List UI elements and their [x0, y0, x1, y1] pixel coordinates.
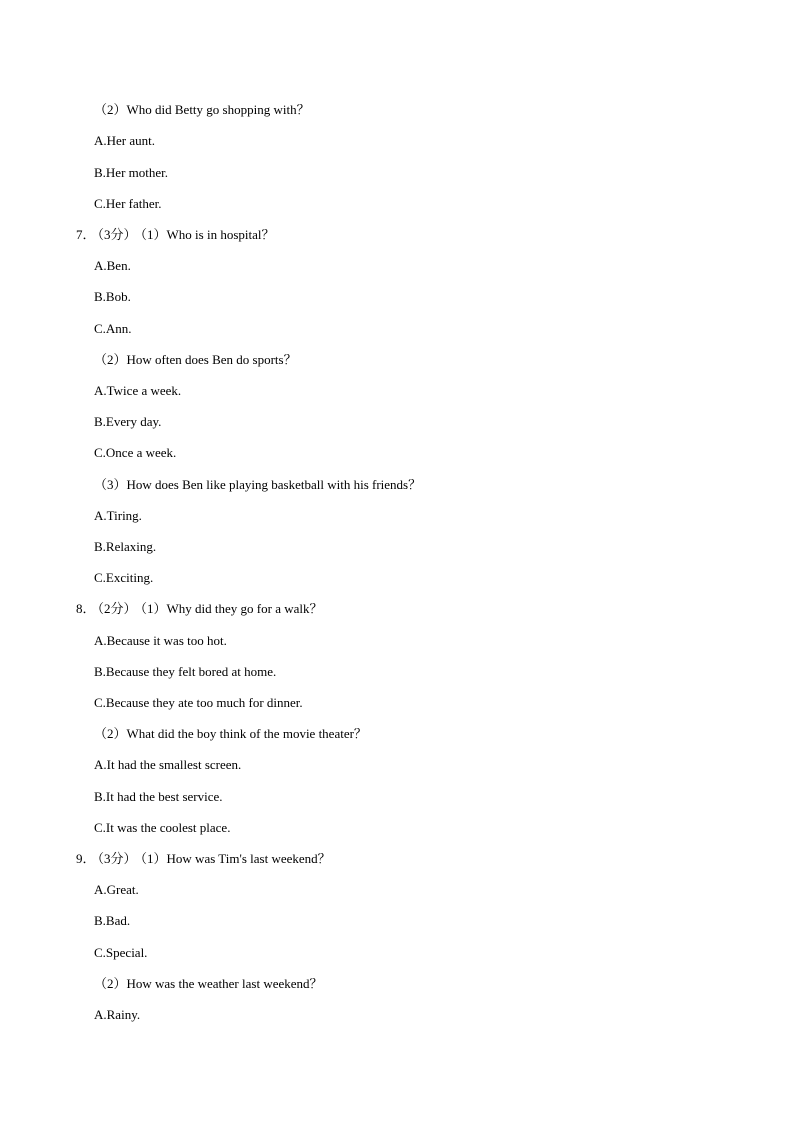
- option-b: B.Bob.: [94, 289, 131, 304]
- option-b: B.Relaxing.: [94, 539, 157, 554]
- option-c: C.Ann.: [94, 321, 132, 336]
- question-number: 9．: [76, 851, 96, 866]
- option-c: C.Because they ate too much for dinner.: [94, 695, 303, 710]
- question-number: 8．: [76, 601, 96, 616]
- option-a: A.Tiring.: [94, 508, 142, 523]
- question-points: （3分）: [97, 227, 137, 242]
- option-a: A.Twice a week.: [94, 383, 182, 398]
- question-7-sub-1: （1）Who is in hospital？: [140, 227, 275, 242]
- option-a: A.Because it was too hot.: [94, 633, 227, 648]
- option-c: C.Once a week.: [94, 445, 177, 460]
- option-c: C.Her father.: [94, 196, 162, 211]
- question-9: [76, 851, 331, 867]
- option-a: A.Great.: [94, 882, 139, 897]
- option-a: A.Ben.: [94, 258, 131, 273]
- option-a: A.It had the smallest screen.: [94, 757, 242, 772]
- question-points: （2分）: [97, 601, 137, 616]
- option-a: A.Her aunt.: [94, 133, 156, 148]
- question-9-sub-1: （1）How was Tim's last weekend？: [140, 851, 331, 866]
- question-7-sub-2: （2）How often does Ben do sports？: [94, 352, 297, 367]
- question-8: [76, 601, 323, 617]
- question-8-sub-2: （2）What did the boy think of the movie theater？: [94, 726, 367, 741]
- question-7-sub-3: （3）How does Ben like playing basketball with his friends？: [94, 477, 422, 492]
- question-8-sub-1: （1）Why did they go for a walk？: [140, 601, 323, 616]
- question-7: [76, 227, 275, 243]
- question-number: 7．: [76, 227, 96, 242]
- option-b: B.It had the best service.: [94, 789, 223, 804]
- option-b: B.Every day.: [94, 414, 162, 429]
- question-9-sub-2: （2）How was the weather last weekend？: [94, 976, 323, 991]
- option-b: B.Bad.: [94, 913, 131, 928]
- question-points: （3分）: [97, 851, 137, 866]
- option-a: A.Rainy.: [94, 1007, 141, 1022]
- question-6-sub-2: （2）Who did Betty go shopping with？: [94, 102, 310, 117]
- option-c: C.Exciting.: [94, 570, 154, 585]
- option-b: B.Because they felt bored at home.: [94, 664, 277, 679]
- option-c: C.Special.: [94, 945, 148, 960]
- option-c: C.It was the coolest place.: [94, 820, 231, 835]
- option-b: B.Her mother.: [94, 165, 169, 180]
